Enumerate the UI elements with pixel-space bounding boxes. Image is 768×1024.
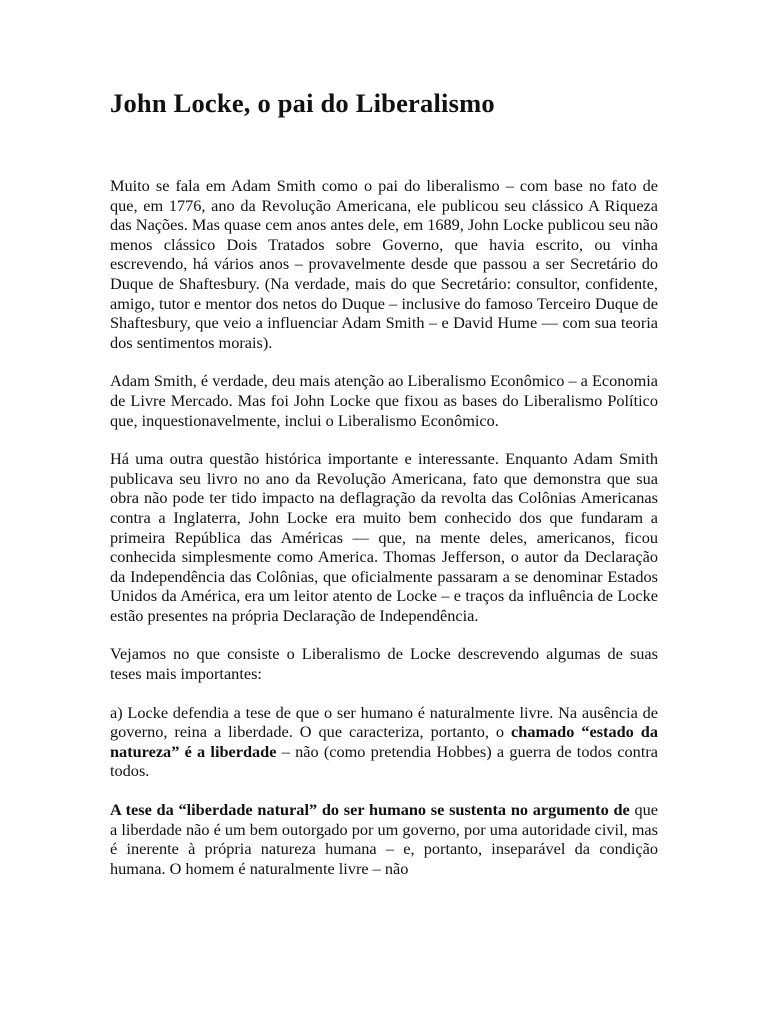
paragraph-a — [110, 703, 658, 781]
paragraph-a-text-2: – não (como pretendia Hobbes) a guerra de todos contra todos. — [110, 741, 658, 781]
paragraph-a-text-1: a) Locke defendia a tese de que o ser humano é naturalmente livre. Na ausência de governo, reina a liberdade. O que caracteriza, portanto, o — [110, 702, 658, 742]
paragraph-b-bold: A tese da “liberdade natural” do ser humano se sustenta no argumento de — [110, 800, 630, 820]
paragraph-1: Muito se fala em Adam Smith como o pai do liberalismo – com base no fato de que, em 1776, ano da Revolução Americana, ele publicou seu clássico A Riqueza das Nações. Mas quase cem anos antes dele, em 1689, John Locke publicou seu não menos clássico Dois Tratados sobre Governo, que havia escrito, ou vinha escrevendo, há vários anos – provavelmente desde que passou a ser Secretário do Duque de Shaftesbury. (Na verdade, mais do que Secretário: consultor, confidente, amigo, tutor e mentor dos netos do Duque – inclusive do famoso Terceiro Duque de Shaftesbury, que veio a influenciar Adam Smith – e David Hume — com sua teoria dos sentimentos morais). — [110, 176, 658, 352]
paragraph-2: Adam Smith, é verdade, deu mais atenção ao Liberalismo Econômico – a Economia de Livre Mercado. Mas foi John Locke que fixou as bases do Liberalismo Político que, inquestionavelmente, inclui o Liberalismo Econômico. — [110, 371, 658, 430]
paragraph-a-bold: chamado “estado da natureza” é a liberdade — [110, 722, 658, 761]
paragraph-b — [110, 800, 658, 878]
paragraph-4: Vejamos no que consiste o Liberalismo de Locke descrevendo algumas de suas teses mais importantes: — [110, 644, 658, 684]
paragraph-b-text: que a liberdade não é um bem outorgado por um governo, por uma autoridade civil, mas é inerente à própria natureza humana – e, portanto, inseparável da condição humana. O homem é naturalmente livre – não — [110, 800, 658, 878]
document-title: John Locke, o pai do Liberalismo — [110, 88, 495, 118]
paragraph-3: Há uma outra questão histórica importante e interessante. Enquanto Adam Smith publicava seu livro no ano da Revolução Americana, fato que demonstra que sua obra não pode ter tido impacto na deflagração da revolta das Colônias Americanas contra a Inglaterra, John Locke era muito bem conhecido dos que fundaram a primeira República das Américas — que, na mente deles, americanos, ficou conhecida simplesmente como America. Thomas Jefferson, o autor da Declaração da Independência das Colônias, que oficialmente passaram a se denominar Estados Unidos da América, era um leitor atento de Locke – e traços da influência de Locke estão presentes na própria Declaração de Independência. — [110, 449, 658, 625]
